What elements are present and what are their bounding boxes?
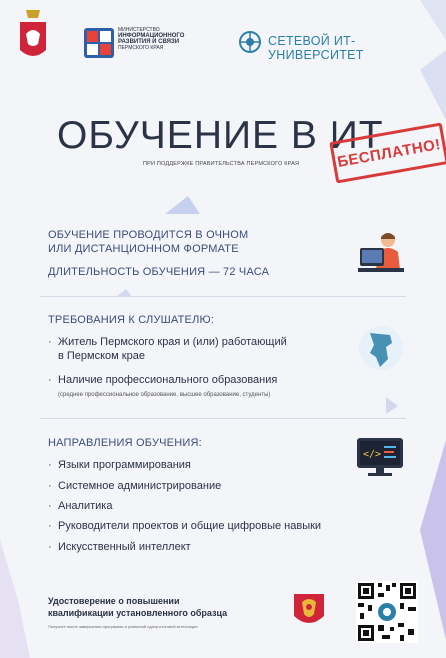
- bullet-dot: ·: [48, 374, 52, 386]
- direction-item: [48, 480, 221, 492]
- perm-map-icon: [356, 325, 406, 376]
- ministry-line1: МИНИСТЕРСТВО: [118, 27, 160, 33]
- format-line2: ИЛИ ДИСТАНЦИОННОМ ФОРМАТЕ: [48, 243, 239, 255]
- person-at-computer-icon: [358, 230, 406, 278]
- requirement-item-2-text: Наличие профессионального образования: [58, 374, 278, 386]
- direction-item: [48, 541, 191, 553]
- footer-note: Получите после завершения программы и успешной сдачи итоговой аттестации: [48, 624, 198, 629]
- requirement-item-2: [48, 374, 277, 386]
- page-subtitle: ПРИ ПОДДЕРЖКЕ ПРАВИТЕЛЬСТВА ПЕРМСКОГО КРАЯ: [143, 161, 300, 167]
- direction-item: [48, 500, 112, 512]
- network-university-logo: [236, 30, 264, 54]
- direction-item-text: Искусственный интеллект: [58, 541, 191, 553]
- direction-item-text: Руководители проектов и общие цифровые навыки: [58, 520, 322, 532]
- direction-item-text: Аналитика: [58, 500, 113, 512]
- footer-line1: Удостоверение о повышении: [48, 596, 180, 606]
- format-line1: ОБУЧЕНИЕ ПРОВОДИТСЯ В ОЧНОМ: [48, 229, 249, 241]
- free-stamp: БЕСПЛАТНО!: [329, 122, 446, 183]
- svg-text:</>: </>: [363, 449, 382, 460]
- bullet-dot: ·: [48, 459, 52, 471]
- russia-coat-of-arms-icon: [292, 592, 326, 630]
- bullet-dot: ·: [48, 480, 52, 492]
- divider-1: [40, 296, 406, 297]
- perm-emblem: [16, 8, 50, 68]
- bullet-dot: ·: [48, 520, 52, 532]
- bullet-dot: ·: [48, 500, 52, 512]
- direction-item: [48, 459, 191, 471]
- requirement-item-1: [48, 336, 287, 348]
- code-monitor-icon-svg: [356, 437, 404, 477]
- bullet-dot: ·: [48, 336, 52, 348]
- ministry-name: [118, 27, 184, 51]
- qr-code-icon: [356, 581, 418, 643]
- code-monitor-icon: [356, 437, 404, 482]
- requirement-item-1-cont: в Пермском крае: [58, 350, 145, 362]
- requirements-title: ТРЕБОВАНИЯ К СЛУШАТЕЛЮ:: [48, 314, 215, 326]
- direction-item: [48, 520, 321, 532]
- requirement-item-1-text: Житель Пермского края и (или) работающий: [58, 336, 287, 348]
- ministry-icon: [84, 28, 114, 58]
- page-title: ОБУЧЕНИЕ В ИТ: [57, 114, 384, 157]
- perm-coat-of-arms-icon: [16, 8, 50, 68]
- directions-title: НАПРАВЛЕНИЯ ОБУЧЕНИЯ:: [48, 437, 202, 449]
- ministry-line4: ПЕРМСКОГО КРАЯ: [118, 45, 164, 51]
- ministry-line3: РАЗВИТИЯ И СВЯЗИ: [118, 39, 180, 45]
- perm-krai-map-icon: [356, 325, 406, 371]
- ministry-line2: ИНФОРМАЦИОННОГО: [118, 33, 185, 39]
- network-icon: [236, 30, 264, 54]
- ministry-logo: [84, 28, 114, 58]
- network-university-name: СЕТЕВОЙ ИТ-УНИВЕРСИТЕТ: [268, 34, 364, 62]
- bullet-dot: ·: [48, 541, 52, 553]
- footer-line2: квалификации установленного образца: [48, 608, 228, 618]
- russia-emblem: [292, 592, 326, 635]
- duration: ДЛИТЕЛЬНОСТЬ ОБУЧЕНИЯ — 72 ЧАСА: [48, 266, 270, 278]
- person-computer-icon: [358, 230, 406, 283]
- direction-item-text: Языки программирования: [58, 459, 191, 471]
- divider-2: [40, 418, 406, 419]
- qr-code: [356, 581, 418, 648]
- requirement-item-2-note: (среднее профессиональное образование, высшее образование, студенты): [58, 392, 271, 398]
- direction-item-text: Системное администрирование: [58, 480, 222, 492]
